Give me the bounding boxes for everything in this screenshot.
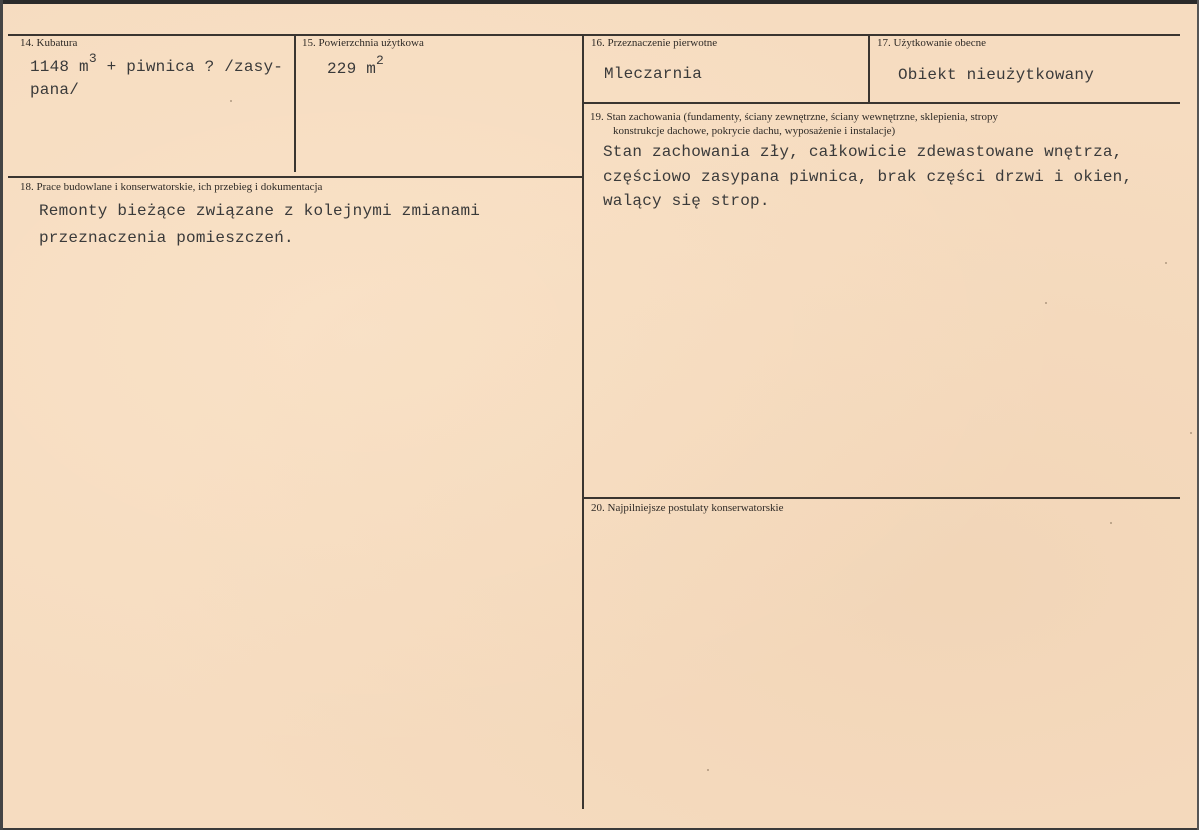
field-18-line-1: Remonty bieżące związane z kolejnymi zmianami <box>39 202 481 220</box>
field-17-label: 17. Użytkowanie obecne <box>877 37 987 49</box>
field-19-label-line1: 19. Stan zachowania (fundamenty, ściany zewnętrzne, ściany wewnętrzne, sklepienia, stropy <box>590 111 998 123</box>
paper-speck <box>1190 432 1192 434</box>
field-18-label: 18. Prace budowlane i konserwatorskie, ich przebieg i dokumentacja <box>20 181 323 193</box>
field-14-value-exponent: 3 <box>88 51 97 66</box>
field-14-value <box>30 51 284 78</box>
field-19-line-3: walący się strop. <box>603 192 770 210</box>
field-17-value: Obiekt nieużytkowany <box>898 66 1095 84</box>
field-16-label: 16. Przeznaczenie pierwotne <box>591 37 718 49</box>
field-14-label: 14. Kubatura <box>20 37 78 49</box>
field-15-value <box>327 53 385 80</box>
paper-speck <box>230 100 232 102</box>
rule-above-18 <box>8 176 582 178</box>
field-14-value-line2: pana/ <box>30 81 80 99</box>
field-16-value: Mleczarnia <box>604 65 703 83</box>
scan-edge-top <box>0 0 1199 4</box>
field-19-label-line2: konstrukcje dachowe, pokrycie dachu, wyposażenie i instalacje) <box>613 125 896 137</box>
divider-16-17 <box>868 34 870 102</box>
center-divider <box>582 34 584 809</box>
paper-speck <box>1045 302 1047 304</box>
paper-speck <box>1110 522 1112 524</box>
scan-edge-left <box>0 0 3 830</box>
field-19-line-1: Stan zachowania zły, całkowicie zdewastowane wnętrza, <box>603 143 1123 161</box>
divider-14-15 <box>294 34 296 172</box>
field-19-line-2: częściowo zasypana piwnica, brak części drzwi i okien, <box>603 168 1133 186</box>
field-15-value-exponent: 2 <box>376 53 385 68</box>
field-18-line-2: przeznaczenia pomieszczeń. <box>39 229 294 247</box>
field-20-label: 20. Najpilniejsze postulaty konserwatorskie <box>591 502 784 514</box>
paper-speck <box>1165 262 1167 264</box>
rule-above-20 <box>584 497 1180 499</box>
field-15-value-main: 229 m <box>327 60 377 78</box>
rule-above-19 <box>584 102 1180 104</box>
field-15-label: 15. Powierzchnia użytkowa <box>302 37 424 49</box>
paper-speck <box>707 769 709 771</box>
field-14-value-rest: + piwnica ? /zasy- <box>96 58 284 76</box>
field-14-value-main: 1148 m <box>30 58 89 76</box>
top-rule <box>8 34 1180 36</box>
